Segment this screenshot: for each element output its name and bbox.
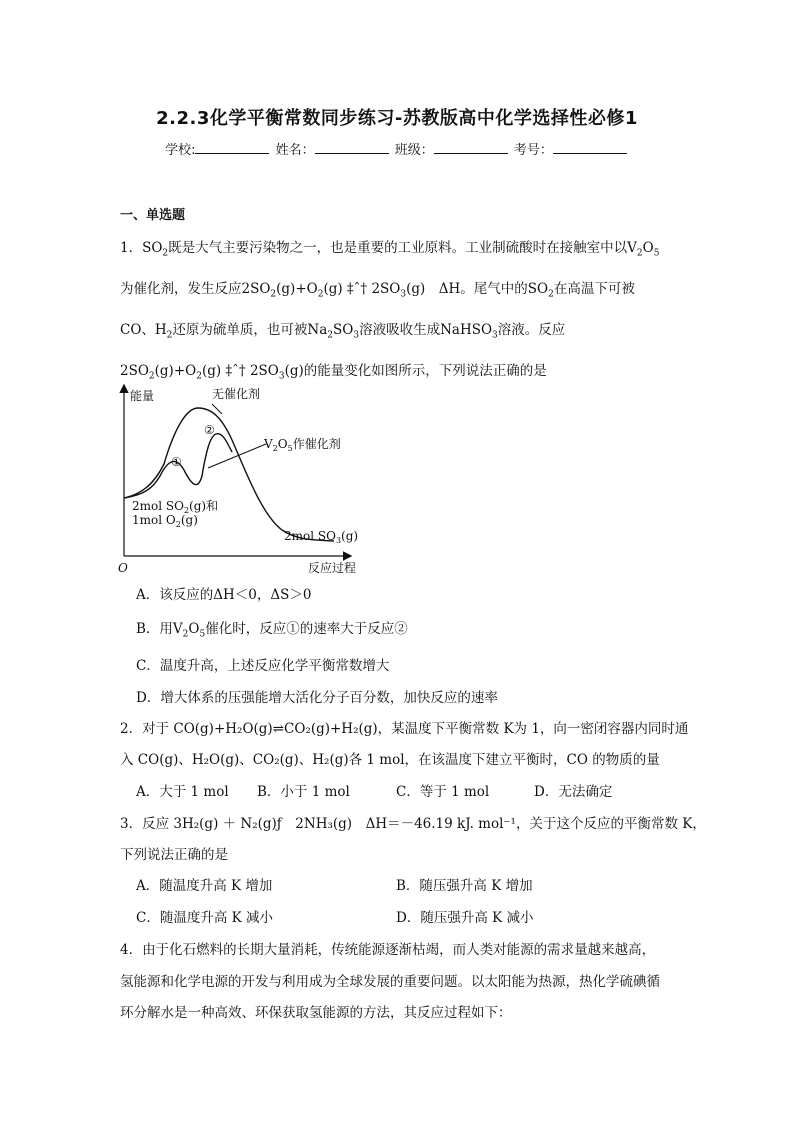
q4-line-2: 氢能源和化学电源的开发与利用成为全球发展的重要问题。以太阳能为热源，热化学硫碘循 (120, 974, 660, 990)
number-label: 考号： (513, 143, 553, 158)
q1-line-2: 为催化剂，发生反应$2SO_2(g)+O_2(g)$ ‡ˆ† $2SO_3(g)$ ΔH。尾气中的$SO_2$在高温下可被 (120, 281, 635, 300)
q2-option-d[interactable]: D．无法确定 (534, 784, 613, 800)
q1-option-b[interactable]: B．用$V_2O_5$催化时，反应①的速率大于反应② (136, 621, 408, 640)
q2-option-c[interactable]: C．等于 1 mol (396, 784, 490, 800)
product-label: 2mol $SO_3(g)$ (284, 529, 359, 545)
x-axis-label: 反应过程 (308, 561, 357, 575)
q3-option-c[interactable]: C．随温度升高 K 减小 (136, 910, 273, 926)
reactant-label-1: 2mol $SO_2(g)$和 (132, 499, 219, 515)
q2-line-2: 入 CO(g)、H₂O(g)、CO₂(g)、H₂(g)各 1 mol，在该温度下建立平衡时，CO 的物质的量 (120, 752, 660, 768)
step-1-marker: ① (171, 455, 182, 469)
page-title: 2.2.3化学平衡常数同步练习-苏教版高中化学选择性必修1 (156, 108, 638, 129)
q2-line-1: 2．对于 CO(g)+H₂O(g)⇌CO₂(g)+H₂(g)，某温度下平衡常数 K为 1，向一密闭容器内同时通 (120, 721, 689, 737)
catalyst-label: $V_2O_5$作催化剂 (264, 437, 341, 453)
school-label: 学校: (165, 143, 196, 158)
q1-line-4: $2SO_2(g)+O_2(g)$ ‡ˆ† $2SO_3(g)$的能量变化如图所示，下列说法正确的是 (120, 363, 547, 382)
energy-diagram (112, 380, 372, 576)
q3-option-d[interactable]: D．随压强升高 K 减小 (396, 910, 534, 926)
q4-line-3: 环分解水是一种高效、环保获取氢能源的方法，其反应过程如下： (120, 1005, 512, 1021)
q2-option-b[interactable]: B．小于 1 mol (257, 784, 350, 800)
name-label: 姓名： (275, 143, 315, 158)
number-field[interactable] (553, 141, 627, 154)
class-label: 班级： (394, 143, 434, 158)
equilibrium-symbol: ‡ˆ† (346, 281, 368, 297)
q1-line-3: CO、$H_2$还原为硫单质，也可被$Na_2SO_3$溶液吸收生成NaHSO$_3$溶液。反应 (120, 322, 566, 341)
student-info-line (0, 139, 794, 158)
q3-option-b[interactable]: B．随压强升高 K 增加 (396, 878, 533, 894)
y-axis-label: 能量 (130, 389, 155, 403)
equilibrium-symbol: ‡ˆ† (225, 363, 246, 379)
origin-label: O (118, 561, 128, 575)
q1-option-a[interactable]: A．该反应的ΔH＜0，ΔS＞0 (136, 587, 312, 603)
class-field[interactable] (434, 141, 508, 154)
q4-line-1: 4．由于化石燃料的长期大量消耗，传统能源逐渐枯竭，而人类对能源的需求量越来越高， (120, 942, 656, 958)
step-2-marker: ② (204, 423, 215, 437)
school-field[interactable] (195, 141, 269, 154)
no-catalyst-label: 无催化剂 (212, 387, 261, 401)
q1-option-d[interactable]: D．增大体系的压强能增大活化分子百分数，加快反应的速率 (136, 690, 498, 706)
reactant-label-2: 1mol $O_2(g)$ (132, 513, 198, 529)
q3-option-a[interactable]: A．随温度升高 K 增加 (136, 878, 273, 894)
catalyst-leader (208, 444, 266, 468)
q3-line-1: 3．反应 3H₂(g) ＋ N₂(g)ƒ 2NH₃(g) ΔH＝－46.19 kJ. mol⁻¹，关于这个反应的平衡常数 K， (120, 816, 706, 832)
name-field[interactable] (315, 141, 389, 154)
q2-option-a[interactable]: A．大于 1 mol (136, 784, 229, 800)
q3-line-2: 下列说法正确的是 (120, 847, 228, 863)
q1-option-c[interactable]: C．温度升高，上述反应化学平衡常数增大 (136, 658, 390, 674)
section-heading: 一、单选题 (120, 208, 186, 223)
q1-line-1: 1．$SO_2$既是大气主要污染物之一，也是重要的工业原料。工业制硫酸时在接触室中以$V_2O_5$ (120, 240, 660, 259)
